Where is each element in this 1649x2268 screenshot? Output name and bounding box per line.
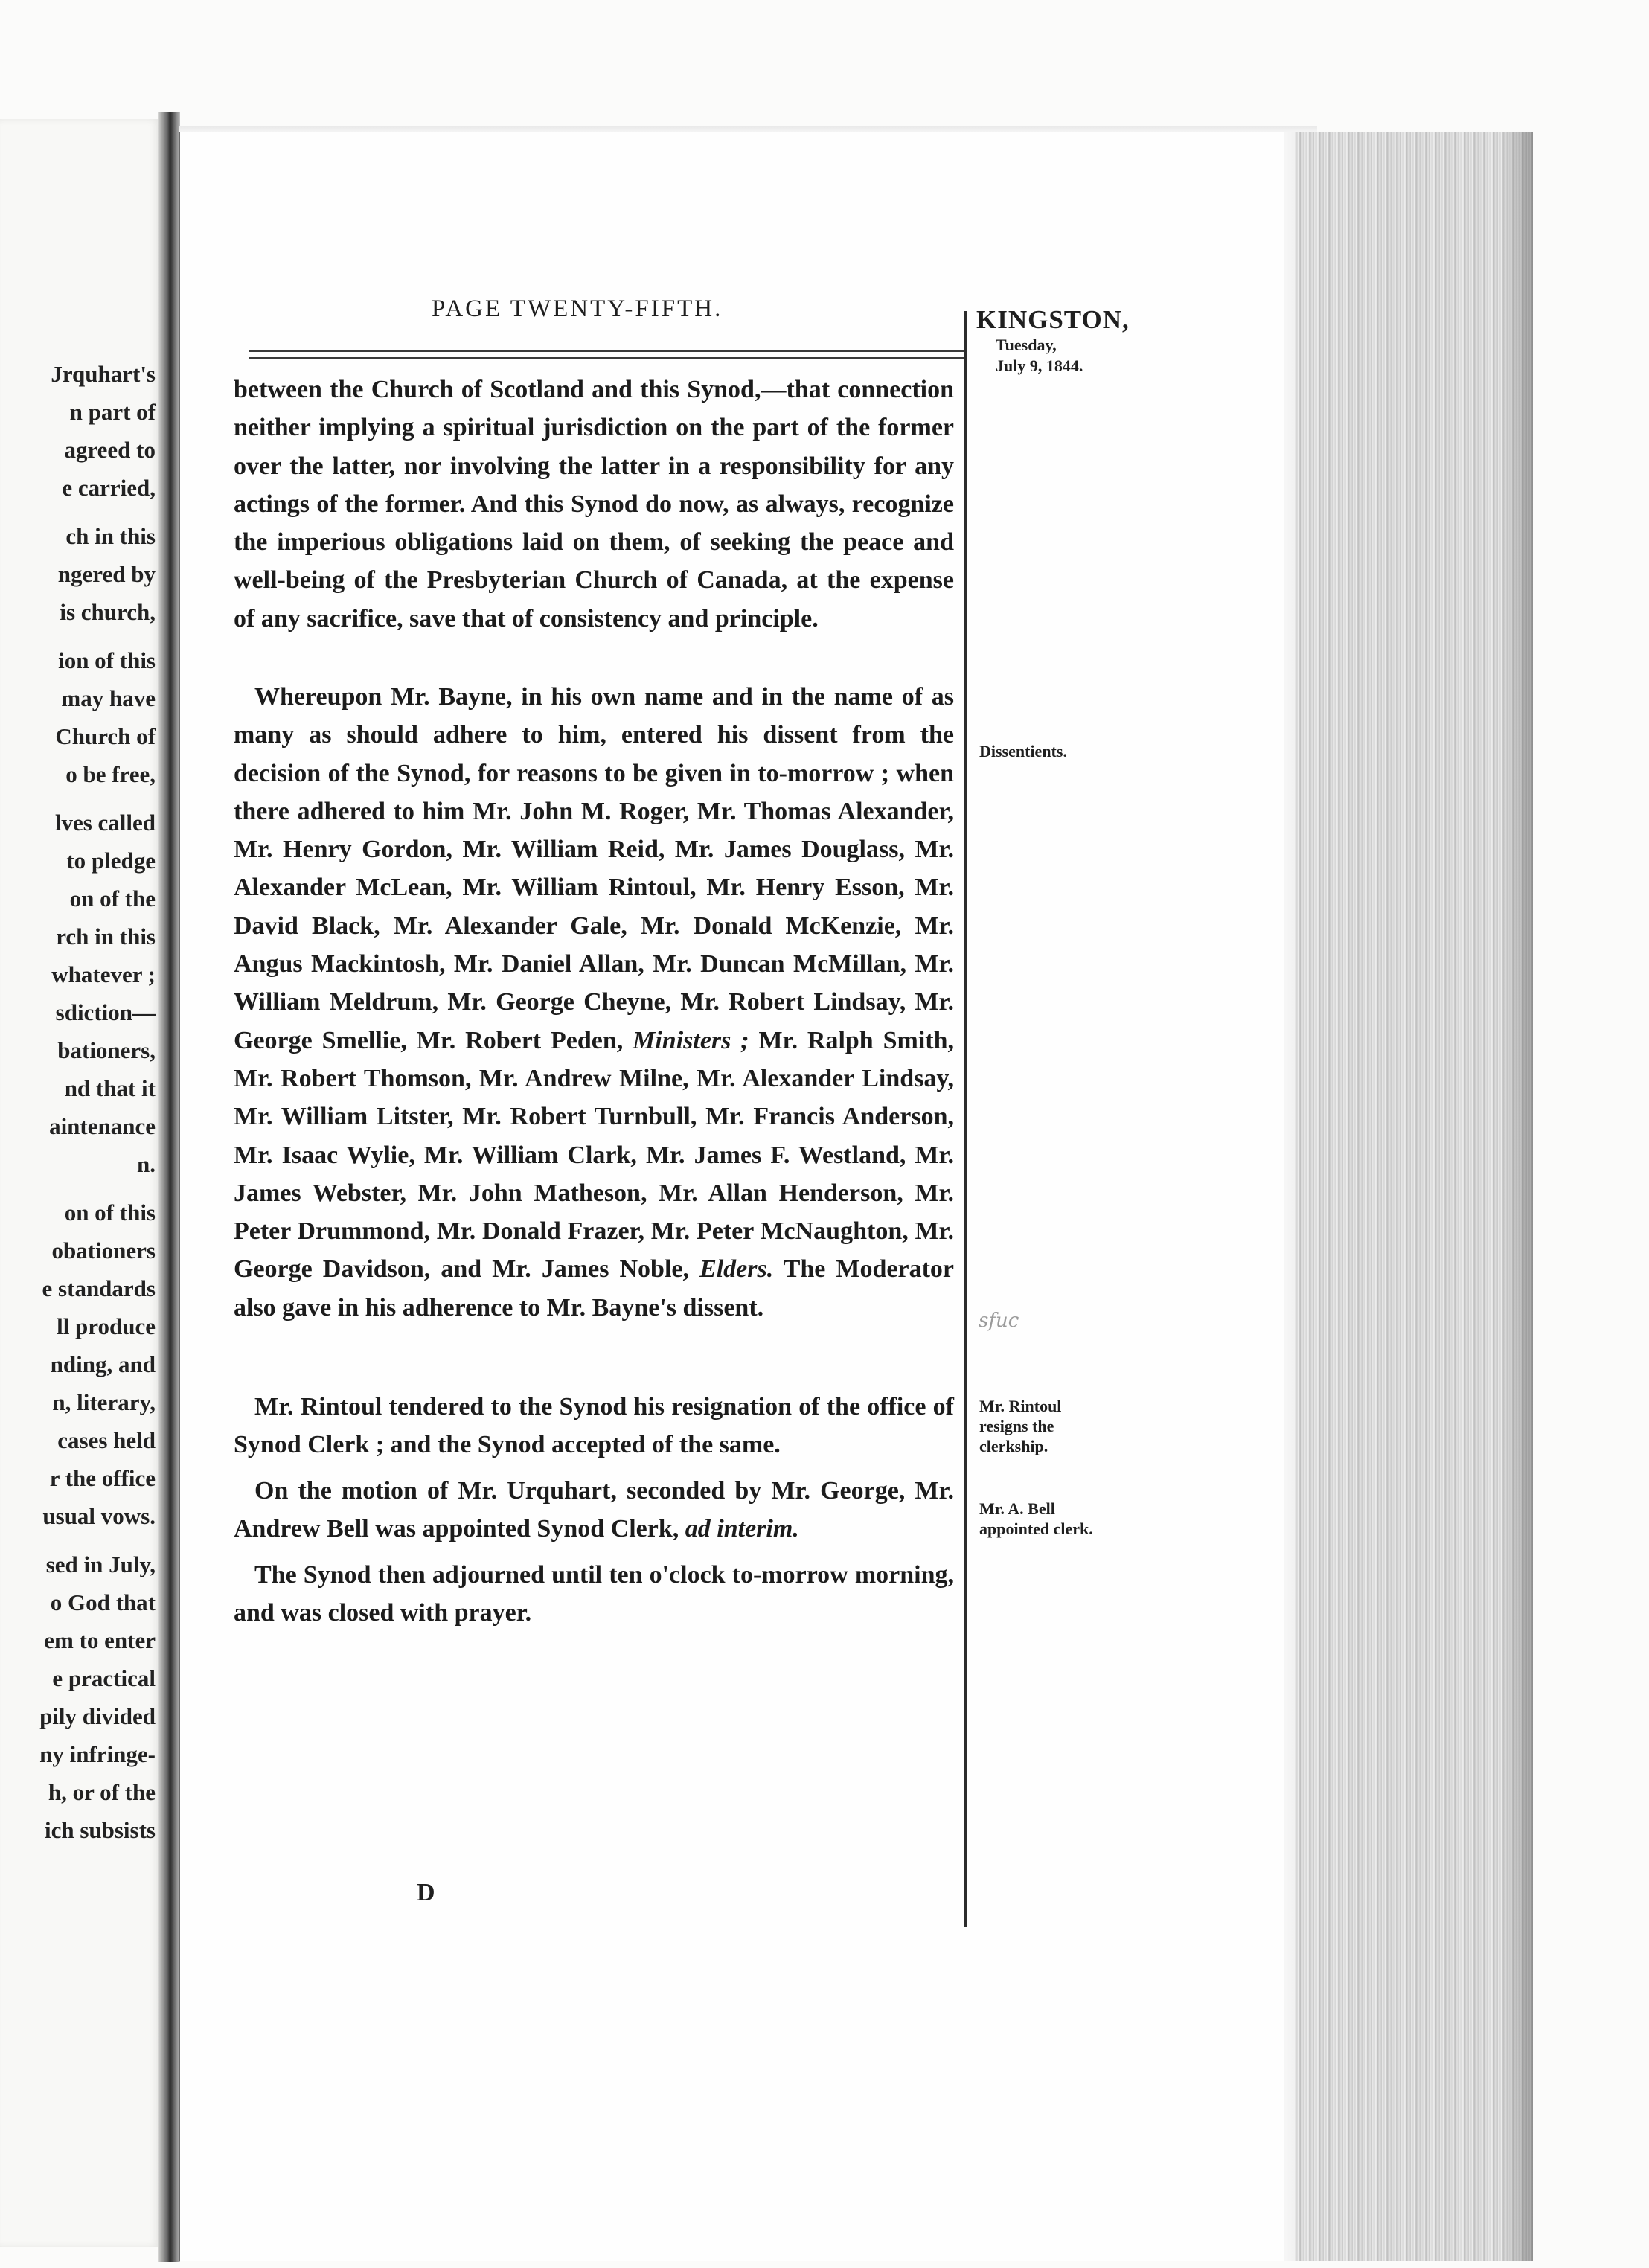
paragraph-3-text: Mr. Rintoul tendered to the Synod his resignation of the office of Synod Clerk ; and the Synod accepted of the same. bbox=[234, 1393, 954, 1459]
left-page-line: n, literary, bbox=[52, 1389, 156, 1415]
paragraph-5-text: The Synod then adjourned until ten o'clock to-morrow morning, and was closed with prayer. bbox=[234, 1561, 954, 1627]
paragraph-2 bbox=[234, 678, 954, 1327]
left-page-line: o God that bbox=[50, 1589, 156, 1615]
paragraph-2-part-b: Mr. Ralph Smith, Mr. Robert Thomson, Mr. Andrew Milne, Mr. Alexander Lindsay, Mr. William Litster, Mr. Robert Turnbull, Mr. Francis Anderson, Mr. Isaac Wylie, Mr. William Clark, Mr. James F. Westland, Mr. James Webster, Mr. John Matheson, Mr. Allan Henderson, Mr. Peter Drummond, Mr. Donald Frazer, Mr. Peter McNaughton, Mr. George Davidson, and Mr. James Noble, bbox=[234, 1026, 954, 1284]
ad-interim-label: ad interim. bbox=[685, 1515, 799, 1543]
left-page-line: bationers, bbox=[57, 1037, 156, 1063]
left-page-line: ion of this bbox=[58, 647, 156, 673]
left-page-line: to pledge bbox=[66, 848, 156, 874]
left-page-line: ngered by bbox=[57, 561, 156, 587]
left-page-line: e practical bbox=[52, 1665, 156, 1691]
left-page-line: ch in this bbox=[65, 523, 156, 549]
paragraph-2-part-c: The Moderator also gave in his adherence to Mr. Bayne's dissent. bbox=[234, 1255, 955, 1322]
left-page-line: ich subsists bbox=[44, 1817, 156, 1843]
left-page-line: aintenance bbox=[49, 1113, 156, 1139]
left-facing-page bbox=[0, 119, 160, 2247]
left-page-line: rch in this bbox=[56, 923, 156, 949]
left-page-line: usual vows. bbox=[42, 1503, 156, 1529]
left-page-line: pily divided bbox=[39, 1703, 156, 1729]
paragraph-4-text bbox=[234, 1472, 954, 1548]
left-page-line: Church of bbox=[55, 723, 156, 749]
sidenote-bell-line2: appointed clerk. bbox=[979, 1519, 1093, 1538]
left-page-line: obationers bbox=[51, 1237, 156, 1263]
left-page-line: whatever ; bbox=[51, 961, 156, 987]
paragraph-1 bbox=[234, 371, 954, 638]
left-page-line: nding, and bbox=[50, 1351, 156, 1377]
left-page-line: h, or of the bbox=[48, 1779, 156, 1805]
left-page-line: sed in July, bbox=[45, 1551, 156, 1577]
left-page-line: em to enter bbox=[44, 1627, 156, 1653]
paragraph-1-text: between the Church of Scotland and this Synod,—that connection neither implying a spiritual jurisdiction on the part of the former over the latter, nor involving the latter in a responsibility for any actings of the former. And this Synod do now, as always, recognize the imperious obligations laid on them, of seeking the peace and well-being of the Presbyterian Church of Canada, at the expense of any sacrifice, save that of consistency and principle. bbox=[234, 376, 954, 632]
margin-place-heading: KINGSTON, bbox=[976, 305, 1130, 334]
paragraph-3 bbox=[234, 1388, 954, 1464]
sidenote-rintoul bbox=[979, 1396, 1061, 1456]
book-gutter bbox=[158, 112, 180, 2262]
paragraph-2-text bbox=[234, 678, 954, 1327]
paragraph-4-part-a: On the motion of Mr. Urquhart, seconded by Mr. George, Mr. Andrew Bell was appointed Synod Clerk, bbox=[234, 1477, 954, 1543]
left-page-line: Jrquhart's bbox=[51, 361, 156, 387]
left-page-line: o be free, bbox=[65, 761, 156, 787]
left-page-line: r the office bbox=[49, 1465, 156, 1491]
left-page-line: nd that it bbox=[64, 1075, 156, 1101]
left-page-line: ll produce bbox=[57, 1313, 156, 1339]
left-page-line: cases held bbox=[57, 1427, 156, 1453]
margin-day: Tuesday, bbox=[996, 336, 1057, 354]
left-page-line: lves called bbox=[54, 810, 156, 836]
margin-date: July 9, 1844. bbox=[996, 356, 1083, 375]
page-edges-stack bbox=[1295, 132, 1533, 2261]
left-page-line: e carried, bbox=[62, 475, 156, 501]
left-page-line: agreed to bbox=[64, 437, 156, 463]
left-page-line: on of the bbox=[69, 885, 156, 912]
left-page-line: on of this bbox=[64, 1199, 156, 1226]
sidenote-rintoul-line3: clerkship. bbox=[979, 1437, 1048, 1455]
sidenote-bell bbox=[979, 1499, 1093, 1539]
sidenote-bell-line1: Mr. A. Bell bbox=[979, 1499, 1055, 1518]
left-page-line: e standards bbox=[42, 1275, 156, 1301]
paragraph-4 bbox=[234, 1472, 954, 1548]
sidenote-dissentients: Dissentients. bbox=[979, 742, 1067, 760]
ministers-label: Ministers ; bbox=[633, 1026, 749, 1054]
left-page-line: sdiction— bbox=[55, 999, 156, 1025]
paragraph-2-part-a: Whereupon Mr. Bayne, in his own name and in the name of as many as should adhere to him, entered his dissent from the decision of the Synod, for reasons to be given in to-morrow ; when there adhered to him Mr. John M. Roger, Mr. Thomas Alexander, Mr. Henry Gordon, Mr. William Reid, Mr. James Douglass, Mr. Alexander McLean, Mr. William Rintoul, Mr. Henry Esson, Mr. David Black, Mr. Alexander Gale, Mr. Donald McKenzie, Mr. Angus Mackintosh, Mr. Daniel Allan, Mr. Duncan McMillan, Mr. William Meldrum, Mr. George Cheyne, Mr. Robert Lindsay, Mr. George Smellie, Mr. Robert Peden, bbox=[234, 683, 954, 1054]
left-page-line: is church, bbox=[60, 599, 156, 625]
elders-label: Elders. bbox=[699, 1255, 774, 1284]
left-page-line: n part of bbox=[69, 399, 156, 425]
left-page-line: n. bbox=[137, 1151, 156, 1177]
margin-divider-rule bbox=[964, 311, 967, 1927]
header-rule-bottom bbox=[249, 357, 964, 359]
pencil-annotation: sfuc bbox=[979, 1310, 1019, 1332]
page-title: PAGE TWENTY-FIFTH. bbox=[432, 295, 723, 322]
left-page-line: ny infringe- bbox=[39, 1741, 156, 1767]
sidenote-rintoul-line2: resigns the bbox=[979, 1417, 1054, 1435]
paragraph-5 bbox=[234, 1556, 954, 1633]
header-rule-top bbox=[249, 350, 964, 352]
signature-mark: D bbox=[417, 1879, 435, 1906]
left-page-line: may have bbox=[61, 685, 156, 711]
sidenote-rintoul-line1: Mr. Rintoul bbox=[979, 1397, 1062, 1415]
